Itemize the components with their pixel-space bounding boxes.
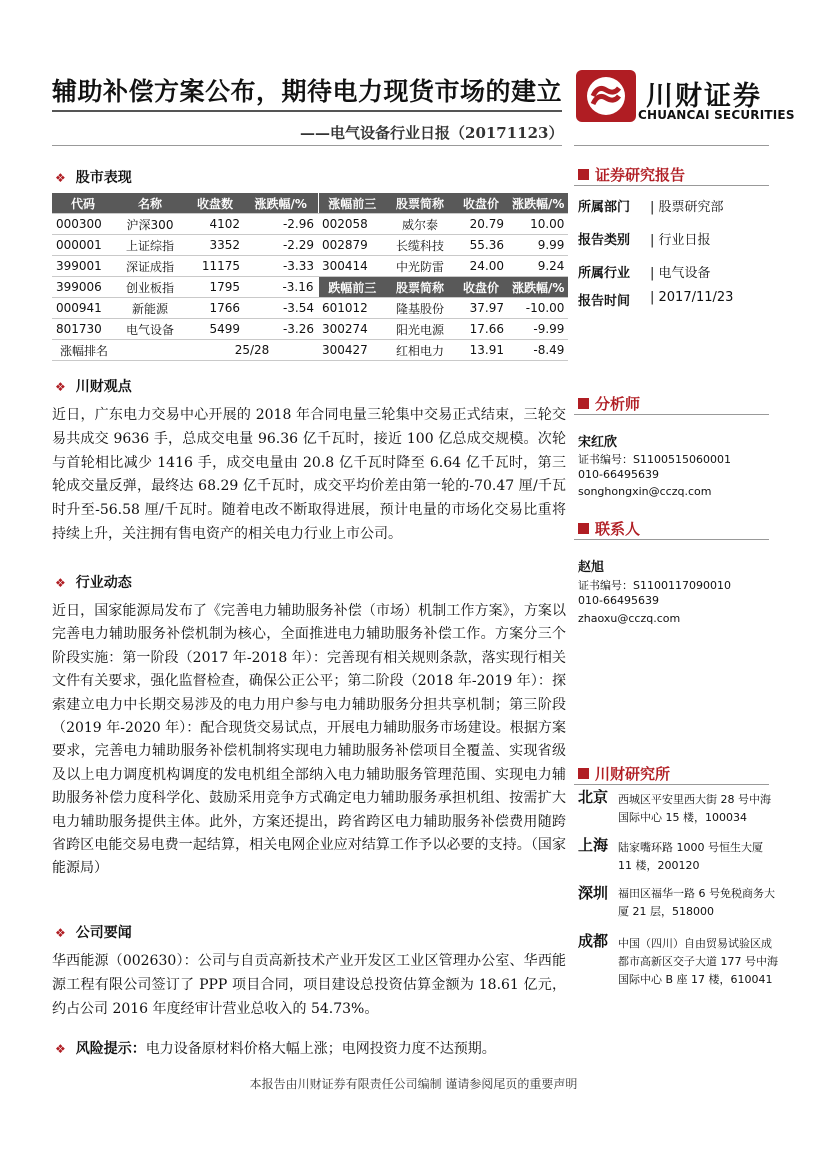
table-cell: -2.96: [244, 214, 318, 235]
contact-heading: 联系人: [578, 518, 640, 539]
office-city: 成都: [578, 932, 609, 950]
table-cell: 55.36: [454, 235, 508, 256]
table-cell: -2.29: [244, 235, 318, 256]
report-title: 辅助补偿方案公布，期待电力现货市场的建立: [52, 77, 563, 106]
table-cell: 801730: [52, 319, 114, 340]
table-row: [52, 340, 568, 361]
table-cell: 创业板指: [114, 277, 186, 298]
table-cell: 300274: [318, 319, 386, 340]
diamond-bullet-icon: ❖: [55, 1042, 66, 1056]
table-cell: 5499: [186, 319, 244, 340]
brand-logo-icon: [576, 70, 636, 122]
view-paragraph: 近日，广东电力交易中心开展的 2018 年合同电量三轮集中交易正式结束，三轮交易共成交 9636 手，总成交电量 96.36 亿千瓦时，接近 100 亿总成交规模。次轮与首轮相比减少 1416 手，成交电量由 20.8 亿千瓦时降至 6.64 亿千瓦时，第三轮成交量反弹，最终达 68.29 亿千瓦时，成交平均价差由第一轮的-70.47 厘/千瓦时升至-56.58 厘/千瓦时。随着电改不断取得进展，预计电量的市场化交易比重将持续上升，关注拥有售电资产的相关电力行业上市公司。: [52, 407, 566, 542]
analyst-name: 宋红欣: [578, 435, 618, 450]
table-cell: 10.00: [508, 214, 568, 235]
table-cell: 1795: [186, 277, 244, 298]
table-row: [52, 298, 568, 319]
red-square-icon: [578, 169, 589, 180]
contact-cert: 证书编号：S1100117090010: [578, 579, 731, 592]
industry-paragraph: 近日，国家能源局发布了《完善电力辅助服务补偿（市场）机制工作方案》，方案以完善电力辅助服务补偿机制为核心，全面推进电力辅助服务补偿工作。方案分三个阶段实施：第一阶段（2017 年-2018 年）：完善现有相关规则条款，落实现行相关文件有关要求，强化监督检查，确保公正公平；第二阶段（2018 年-2019 年）：探索建立电力中长期交易涉及的电力用户参与电力辅助服务分担共享机制；第三阶段（2019 年-2020 年）：配合现货交易试点，开展电力辅助服务市场建设。根据方案要求，完善电力辅助服务补偿机制将实现电力辅助服务补偿项目全覆盖、实现省级及以上电力调度机构调度的发电机组全部纳入电力辅助服务管理范围、实现电力辅助服务补偿力度科学化、鼓励采用竞争方式确定电力辅助服务承担机组、按需扩大电力辅助服务提供主体。此外，方案还提出，跨省跨区电力辅助服务补偿费用随跨省跨区电能交易电费一起结算，相关电网企业应对结算工作予以必要的支持。（国家能源局）: [52, 603, 566, 877]
diamond-bullet-icon: ❖: [55, 576, 66, 590]
office-city: 北京: [578, 788, 609, 806]
table-cell: 20.79: [454, 214, 508, 235]
office-city: 上海: [578, 836, 609, 854]
section-divider: [574, 185, 769, 186]
table-cell: 37.97: [454, 298, 508, 319]
table-header: 涨跌幅/%: [508, 193, 568, 214]
brand-name-cn: 川财证券: [646, 81, 762, 112]
table-cell: 17.66: [454, 319, 508, 340]
table-row: [52, 214, 568, 235]
table-cell: -3.16: [244, 277, 318, 298]
table-header: 涨跌幅/%: [508, 277, 568, 298]
info-key: 报告时间: [578, 294, 631, 309]
table-cell: 24.00: [454, 256, 508, 277]
info-value: | 2017/11/23: [650, 290, 734, 305]
table-row: [52, 277, 568, 298]
table-header: 收盘价: [454, 193, 508, 214]
table-cell: 红相电力: [386, 340, 454, 361]
company-paragraph: 华西能源（002630）：公司与自贡高新技术产业开发区工业区管理办公室、华西能源工程有限公司签订了 PPP 项目合同，项目建设总投资估算金额为 18.61 亿元，约占公司 2016 年度经审计营业总收入的 54.73%。: [52, 953, 566, 1017]
report-subtitle: ——电气设备行业日报（20171123）: [300, 124, 564, 142]
table-cell: 300427: [318, 340, 386, 361]
red-square-icon: [578, 398, 589, 409]
table-cell: -9.99: [508, 319, 568, 340]
red-square-icon: [578, 768, 589, 779]
diamond-bullet-icon: ❖: [55, 171, 66, 185]
table-cell: 电气设备: [114, 319, 186, 340]
company-heading: ❖ 公司要闻: [55, 925, 132, 941]
info-value: | 电气设备: [650, 266, 711, 281]
view-heading: ❖ 川财观点: [55, 379, 132, 395]
table-header: 代码: [52, 193, 114, 214]
table-cell: -3.26: [244, 319, 318, 340]
table-cell: 4102: [186, 214, 244, 235]
section-divider: [574, 539, 769, 540]
info-value: | 股票研究部: [650, 200, 724, 215]
table-cell: 000300: [52, 214, 114, 235]
table-cell: 000941: [52, 298, 114, 319]
diamond-bullet-icon: ❖: [55, 926, 66, 940]
table-header: 跌幅前三: [318, 277, 386, 298]
table-header: 收盘价: [454, 277, 508, 298]
risk-line: [55, 1038, 496, 1058]
table-header: 涨幅前三: [318, 193, 386, 214]
table-row: [52, 319, 568, 340]
table-cell: 中光防雷: [386, 256, 454, 277]
table-cell: 002879: [318, 235, 386, 256]
info-key: 所属行业: [578, 266, 631, 281]
table-header-row: [52, 193, 568, 214]
table-header: 股票简称: [386, 193, 454, 214]
office-address: 福田区福华一路 6 号免税商务大厦 21 层，518000: [618, 887, 775, 918]
subtitle-divider: [52, 145, 562, 146]
table-cell: -3.54: [244, 298, 318, 319]
analyst-email[interactable]: songhongxin@cczq.com: [578, 485, 712, 498]
section-divider: [574, 414, 769, 415]
analyst-phone: 010-66495639: [578, 468, 659, 481]
page-footer: 本报告由川财证券有限责任公司编制 谨请参阅尾页的重要声明: [249, 1077, 578, 1091]
info-value: | 行业日报: [650, 233, 711, 248]
table-row: [52, 235, 568, 256]
analyst-cert: 证书编号：S1100515060001: [578, 453, 731, 466]
table-row: [52, 256, 568, 277]
table-header: 名称: [114, 193, 186, 214]
table-header: 股票简称: [386, 277, 454, 298]
table-cell: 9.99: [508, 235, 568, 256]
table-cell: 13.91: [454, 340, 508, 361]
table-cell: 长缆科技: [386, 235, 454, 256]
contact-name: 赵旭: [578, 560, 605, 575]
table-cell: 隆基股份: [386, 298, 454, 319]
red-square-icon: [578, 523, 589, 534]
industry-heading: ❖ 行业动态: [55, 575, 132, 591]
info-key: 所属部门: [578, 200, 631, 215]
office-address: 中国（四川）自由贸易试验区成都市高新区交子大道 177 号中海国际中心 B 座 17 楼，610041: [618, 937, 778, 986]
rank-label: 涨幅排名: [52, 340, 186, 361]
contact-phone: 010-66495639: [578, 594, 659, 607]
table-cell: 000001: [52, 235, 114, 256]
table-cell: -3.33: [244, 256, 318, 277]
analyst-heading: 分析师: [578, 393, 640, 414]
market-heading: ❖ 股市表现: [55, 170, 132, 186]
report-info-heading: 证券研究报告: [578, 164, 685, 185]
table-cell: 601012: [318, 298, 386, 319]
table-cell: 上证综指: [114, 235, 186, 256]
table-cell: 阳光电源: [386, 319, 454, 340]
risk-text: 电力设备原材料价格大幅上涨；电网投资力度不达预期。: [145, 1041, 496, 1057]
institute-heading: 川财研究所: [578, 763, 670, 784]
table-cell: 002058: [318, 214, 386, 235]
title-divider: [52, 110, 562, 112]
table-cell: 1766: [186, 298, 244, 319]
info-key: 报告类别: [578, 233, 631, 248]
diamond-bullet-icon: ❖: [55, 380, 66, 394]
office-address: 陆家嘴环路 1000 号恒生大厦 11 楼，200120: [618, 841, 763, 872]
table-header: 收盘数: [186, 193, 244, 214]
table-header: 涨跌幅/%: [244, 193, 318, 214]
table-cell: 沪深300: [114, 214, 186, 235]
brand-name-en: CHUANCAI SECURITIES: [638, 108, 795, 122]
rank-value: 25/28: [186, 340, 318, 361]
table-cell: 11175: [186, 256, 244, 277]
table-cell: 3352: [186, 235, 244, 256]
table-cell: 深证成指: [114, 256, 186, 277]
table-cell: 威尔泰: [386, 214, 454, 235]
table-cell: 399006: [52, 277, 114, 298]
market-table: [52, 193, 568, 361]
table-cell: 399001: [52, 256, 114, 277]
table-cell: -8.49: [508, 340, 568, 361]
logo-divider: [574, 145, 769, 146]
table-cell: -10.00: [508, 298, 568, 319]
office-address: 西城区平安里西大街 28 号中海国际中心 15 楼，100034: [618, 793, 771, 824]
table-cell: 300414: [318, 256, 386, 277]
table-cell: 新能源: [114, 298, 186, 319]
section-divider: [574, 784, 769, 785]
contact-email[interactable]: zhaoxu@cczq.com: [578, 612, 681, 625]
risk-label: 风险提示：: [75, 1041, 146, 1057]
office-city: 深圳: [578, 884, 609, 902]
table-cell: 9.24: [508, 256, 568, 277]
